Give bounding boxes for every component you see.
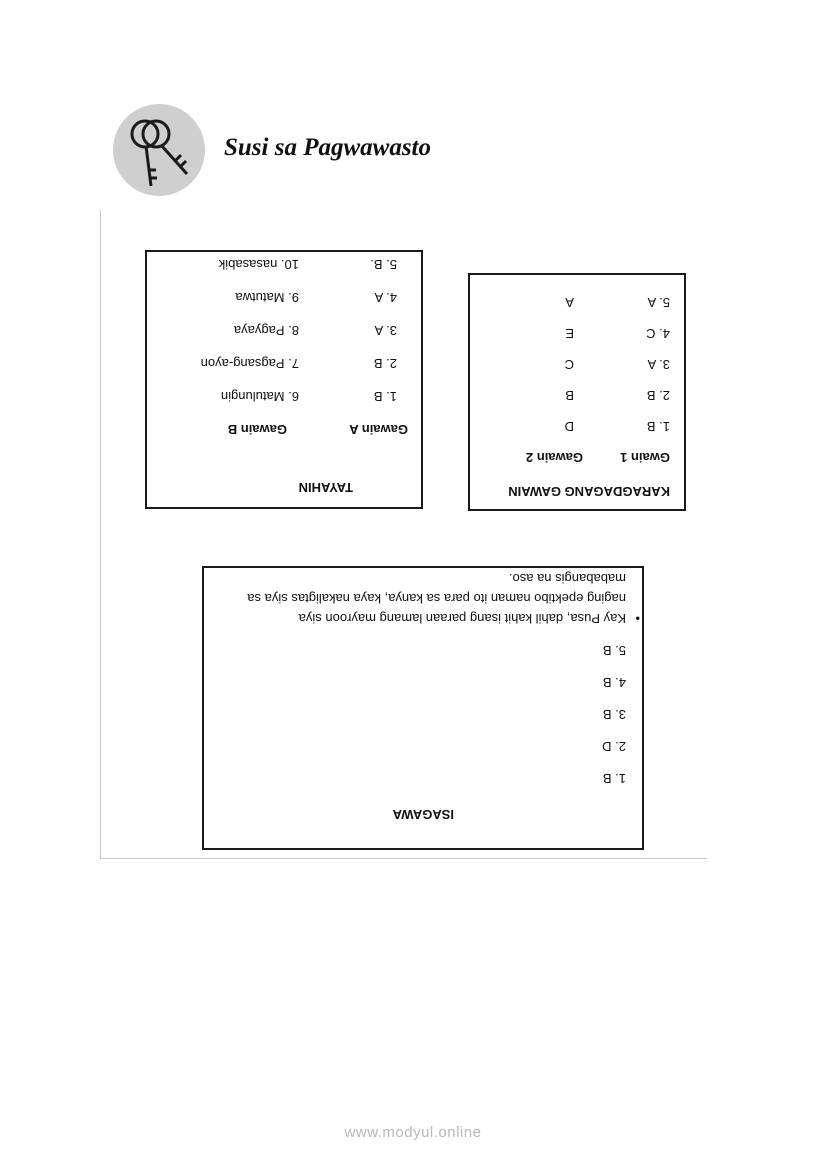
kg-row-1-answer-a: 1. B (646, 419, 670, 434)
karagdagang-gawain-box (468, 273, 686, 511)
isagawa-box (202, 566, 644, 850)
col-label-gawain-a: Gawain A (349, 422, 408, 437)
tayahin-row-4-a: 4. A (374, 290, 397, 305)
tayahin-row-2-a: 2. B (373, 356, 397, 371)
isagawa-title: ISAGAWA (392, 807, 454, 822)
isagawa-item-2: 2. D (602, 739, 626, 754)
isagawa-item-5: 5. B (602, 643, 626, 658)
karagdagang-gawain-title: KARAGDAGANG GAWAIN (508, 484, 670, 499)
tayahin-title: TAYAHIN (298, 480, 353, 495)
isagawa-item-3: 3. B (602, 707, 626, 722)
tayahin-row-5-b: 10. nasasabik (218, 257, 299, 272)
isagawa-explanation-line-1: Kay Pusa, dahil kahit isang paraan lamang mayroon siya (298, 611, 626, 626)
tayahin-row-1-a: 1. B (373, 389, 397, 404)
keys-icon (113, 104, 205, 196)
tayahin-box (145, 250, 423, 509)
tayahin-row-4-b: 9. Matutwa (235, 290, 299, 305)
tayahin-row-3-a: 3. A (374, 323, 397, 338)
keys-icon-badge (113, 104, 205, 196)
kg-row-5-answer-b: A (565, 295, 574, 310)
tayahin-row-5-a: 5. B. (370, 257, 397, 272)
kg-row-4-answer-a: 4. C (646, 326, 670, 341)
bullet-dot: • (635, 611, 640, 626)
tayahin-row-1-b: 6. Matulungin (220, 389, 299, 404)
tayahin-row-3-b: 8. Pagyaya (233, 323, 299, 338)
isagawa-item-1: 1. B (602, 771, 626, 786)
col-label-gwain-1: Gwain 1 (620, 450, 670, 465)
isagawa-item-4: 4. B (602, 675, 626, 690)
isagawa-explanation-line-2: naging epektibo naman ito para sa kanya, kaya nakaligtas siya sa (247, 591, 626, 606)
watermark-footer: www.modyul.online (344, 1124, 482, 1141)
kg-row-5-answer-a: 5. A (647, 295, 670, 310)
kg-row-2-answer-b: B (565, 388, 574, 403)
kg-row-4-answer-b: E (565, 326, 574, 341)
col-label-gawain-b: Gawain B (227, 422, 287, 437)
kg-row-3-answer-a: 3. A (647, 357, 670, 372)
isagawa-explanation-line-3: mababangis na aso. (508, 571, 626, 586)
kg-row-2-answer-a: 2. B (646, 388, 670, 403)
tayahin-row-2-b: 7. Pagsang-ayon (200, 356, 299, 371)
kg-row-1-answer-b: D (564, 419, 574, 434)
kg-row-3-answer-b: C (564, 357, 574, 372)
page-title: Susi sa Pagwawasto (224, 134, 432, 161)
col-label-gawain-2: Gawain 2 (525, 450, 583, 465)
